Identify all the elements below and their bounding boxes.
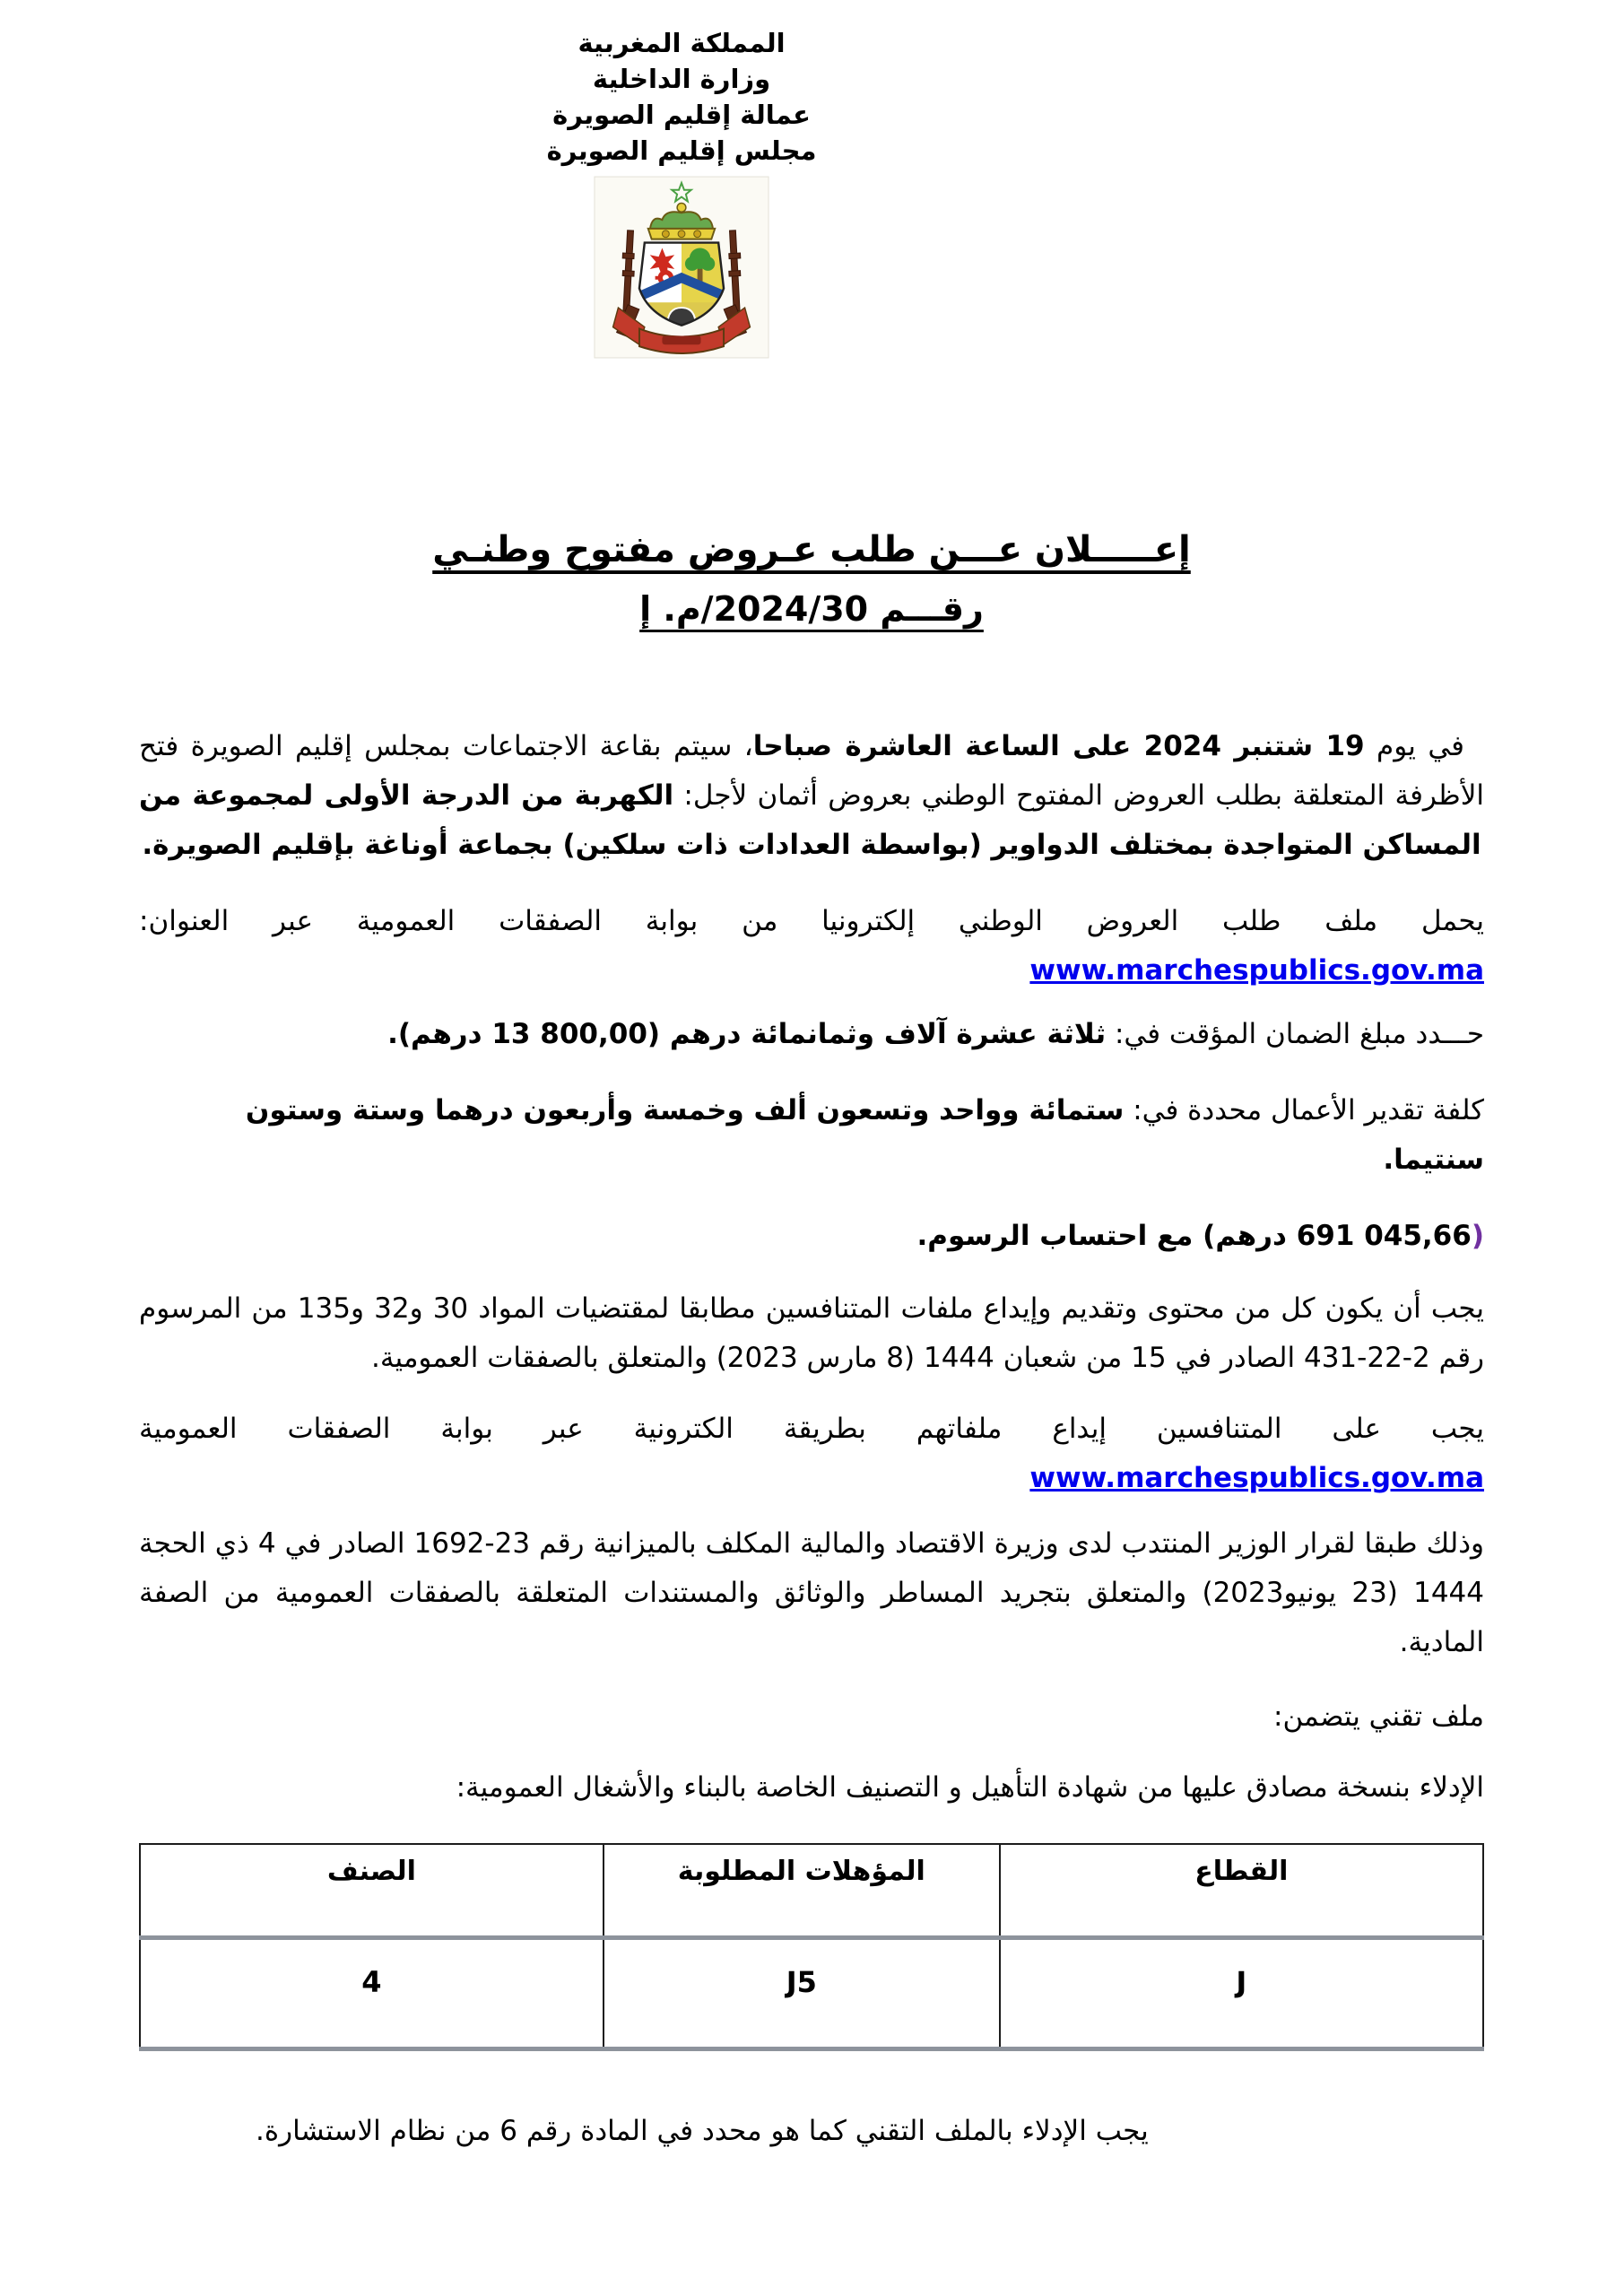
estimate-figure-paragraph	[139, 1212, 1484, 1261]
announcement-title	[139, 522, 1484, 637]
opening-mid: ، سيتم بقاعة الاجتماعات بمجلس إقليم الصويرة فتح الأظرفة المتعلقة بطلب العروض المفتوح الوطني بعروض أثمان لأجل:	[139, 730, 1484, 812]
opening-pre: في يوم	[1364, 730, 1465, 762]
estimate-paragraph	[139, 1086, 1484, 1185]
province-coat-of-arms-icon	[475, 176, 888, 362]
estimate-amount-words: ستمائة وواحد وتسعون ألف وخمسة وأربعون درهما وستة وستون سنتيما.	[245, 1094, 1484, 1176]
closing-paragraph	[139, 2107, 1484, 2156]
opening-date: 19 شتنبر 2024 على الساعة العاشرة صباحا	[752, 730, 1365, 762]
header-sector: القطاع	[1000, 1844, 1483, 1938]
electronic-submission-paragraph	[139, 1405, 1484, 1503]
letterhead-prefecture: عمالة إقليم الصويرة	[552, 100, 811, 130]
qualification-table-header-row	[140, 1844, 1483, 1938]
guarantee-label: حـــدد مبلغ الضمان المؤقت في:	[1106, 1018, 1484, 1050]
title-line-1: إعـــــلان عـــن طلب عـروض مفتوح وطنـي	[432, 529, 1191, 570]
estimate-label: كلفة تقدير الأعمال محددة في:	[1124, 1094, 1484, 1126]
header-qualifications: المؤهلات المطلوبة	[604, 1844, 1000, 1938]
decree-paragraph: وذلك طبقا لقرار الوزير المنتدب لدى وزيرة الاقتصاد والمالية المكلف بالميزانية رقم 23-1692 الصادر في 4 ذي الحجة 1444 (23 يونيو2023) والمتعلق بتجريد المساطر والوثائق والمستندات المتعلقة بالصفقات العمومية من الصفة المادية.	[139, 1527, 1485, 1658]
compliance-paragraph: يجب أن يكون كل من محتوى وتقديم وإيداع ملفات المتنافسين مطابقا لمقتضيات المواد 30 و32 و135 من المرسوم رقم 2-22-431 الصادر في 15 من شعبان 1444 (8 مارس 2023) والمتعلق بالصفقات العمومية.	[139, 1292, 1484, 1374]
qualification-table	[139, 1843, 1484, 2051]
estimate-figure-amount: 691 045,66 درهم) مع احتساب الرسوم.	[916, 1220, 1472, 1252]
estimate-figure-paren: (	[1471, 1220, 1484, 1252]
certificate-paragraph: الإدلاء بنسخة مصادق عليها من شهادة التأهيل و التصنيف الخاصة بالبناء والأشغال العمومية:	[456, 1771, 1484, 1804]
letterhead-ministry: وزارة الداخلية	[592, 64, 771, 94]
closing-text: يجب الإدلاء بالملف التقني كما هو محدد في المادة رقم 6 من نظام الاستشارة.	[256, 2115, 1149, 2147]
cell-sector: J	[1000, 1938, 1483, 2049]
cell-class: 4	[140, 1938, 604, 2049]
qualification-table-row	[140, 1938, 1483, 2049]
letterhead-kingdom: المملكة المغربية	[578, 28, 786, 58]
electronic-submission-text: يجب على المتنافسين إيداع ملفاتهم بطريقة الكترونية عبر بوابة الصفقات العمومية	[139, 1413, 1484, 1445]
letterhead	[475, 25, 888, 362]
marchespublics-link[interactable]: www.marchespublics.gov.ma	[1029, 954, 1484, 987]
guarantee-paragraph	[139, 1010, 1484, 1059]
download-text: يحمل ملف طلب العروض الوطني إلكترونيا من بوابة الصفقات العمومية عبر العنوان:	[139, 905, 1484, 937]
tender-subject: الكهربة من الدرجة الأولى لمجموعة من المساكن المتواجدة بمختلف الدواوير (بواسطة العدادات ذات سلكين) بجماعة أوناغة بإقليم الصويرة.	[139, 779, 1481, 861]
marchespublics-link-2[interactable]: www.marchespublics.gov.ma	[1029, 1462, 1484, 1494]
download-paragraph	[139, 897, 1484, 996]
technical-file-heading: ملف تقني يتضمن:	[1273, 1700, 1484, 1733]
header-class: الصنف	[140, 1844, 604, 1938]
letterhead-council: مجلس إقليم الصويرة	[546, 135, 817, 166]
cell-qualification: J5	[604, 1938, 1000, 2049]
title-line-2: رقـــم 2024/30/م. إ	[639, 589, 984, 629]
opening-paragraph	[139, 722, 1484, 870]
guarantee-amount: ثلاثة عشرة آلاف وثمانمائة درهم (13 800,00 درهم).	[387, 1018, 1107, 1050]
announcement-body	[139, 722, 1484, 2156]
